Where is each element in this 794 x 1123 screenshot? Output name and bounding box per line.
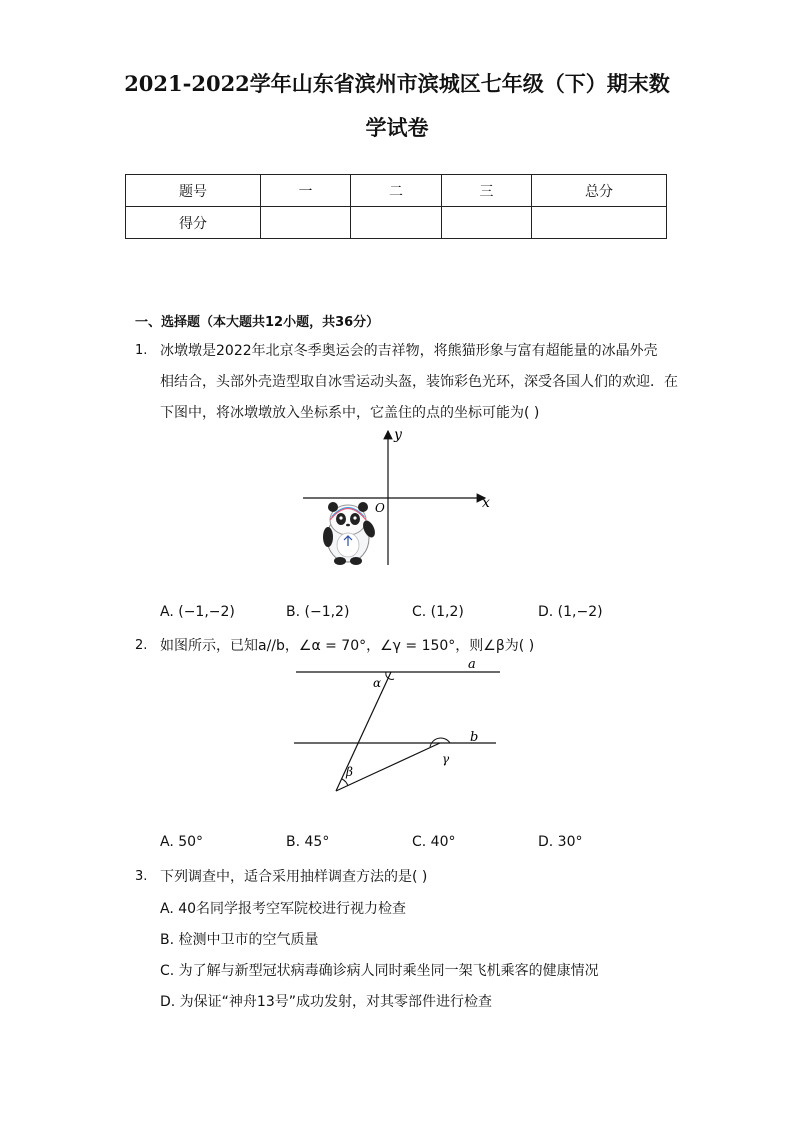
score-table-score-row — [126, 207, 667, 239]
label-gamma: γ — [442, 752, 450, 766]
option-b: B. 检测中卫市的空气质量 — [160, 932, 319, 948]
bing-dwen-dwen-icon — [323, 502, 377, 565]
exam-title-line2: 学试卷 — [365, 115, 429, 140]
option-a: A. (−1,−2) — [160, 604, 235, 620]
score-cell-empty — [532, 207, 667, 239]
option-b: B. 45° — [286, 834, 330, 850]
score-table-header-row — [126, 175, 667, 207]
score-cell-empty — [351, 207, 442, 239]
exam-title-line1: 2021-2022学年山东省滨州市滨城区七年级（下）期末数 — [124, 71, 670, 96]
question-text-line: 下图中，将冰墩墩放入坐标系中，它盖住的点的坐标可能为( ) — [160, 405, 540, 421]
x-axis-label: x — [482, 495, 490, 511]
option-a: A. 40名同学报考空军院校进行视力检查 — [160, 901, 407, 917]
question-number: 2. — [135, 638, 148, 653]
y-axis-label: y — [394, 427, 402, 443]
angle-beta-arc — [342, 779, 348, 786]
score-table — [125, 174, 667, 239]
label-a: a — [468, 657, 476, 672]
option-c: C. 40° — [412, 834, 456, 850]
option-a: A. 50° — [160, 834, 204, 850]
score-cell-empty — [261, 207, 351, 239]
score-cell-header: 题号 — [126, 175, 261, 207]
origin-label: O — [375, 501, 385, 515]
transversal — [336, 672, 391, 791]
option-d: D. 30° — [538, 834, 583, 850]
section-heading: 一、选择题（本大题共12小题，共36分） — [135, 315, 380, 330]
question-text-line: 如图所示，已知a//b，∠α = 70°，∠γ = 150°，则∠β为( ) — [160, 638, 535, 654]
coordinate-figure — [295, 425, 505, 570]
parallel-lines-figure — [290, 655, 505, 800]
option-c: C. (1,2) — [412, 604, 464, 620]
score-cell-empty — [442, 207, 532, 239]
option-c: C. 为了解与新型冠状病毒确诊病人同时乘坐同一架飞机乘客的健康情况 — [160, 963, 599, 979]
option-b: B. (−1,2) — [286, 604, 350, 620]
score-cell-header: 总分 — [532, 175, 667, 207]
question-text-line: 冰墩墩是2022年北京冬季奥运会的吉祥物，将熊猫形象与富有超能量的冰晶外壳 — [160, 343, 658, 359]
option-d: D. 为保证“神舟13号”成功发射，对其零部件进行检查 — [160, 994, 492, 1010]
score-cell-header: 三 — [442, 175, 532, 207]
label-alpha: α — [373, 676, 382, 690]
score-cell-header: 二 — [351, 175, 442, 207]
question-text-line: 相结合，头部外壳造型取自冰雪运动头盔，装饰彩色光环，深受各国人们的欢迎．在 — [160, 374, 678, 390]
question-text-line: 下列调查中，适合采用抽样调查方法的是( ) — [160, 869, 428, 885]
option-d: D. (1,−2) — [538, 604, 603, 620]
question-number: 3. — [135, 869, 148, 884]
score-row-label: 得分 — [126, 207, 261, 239]
label-beta: β — [346, 765, 353, 779]
score-cell-header: 一 — [261, 175, 351, 207]
label-b: b — [470, 730, 479, 745]
question-number: 1. — [135, 343, 148, 358]
